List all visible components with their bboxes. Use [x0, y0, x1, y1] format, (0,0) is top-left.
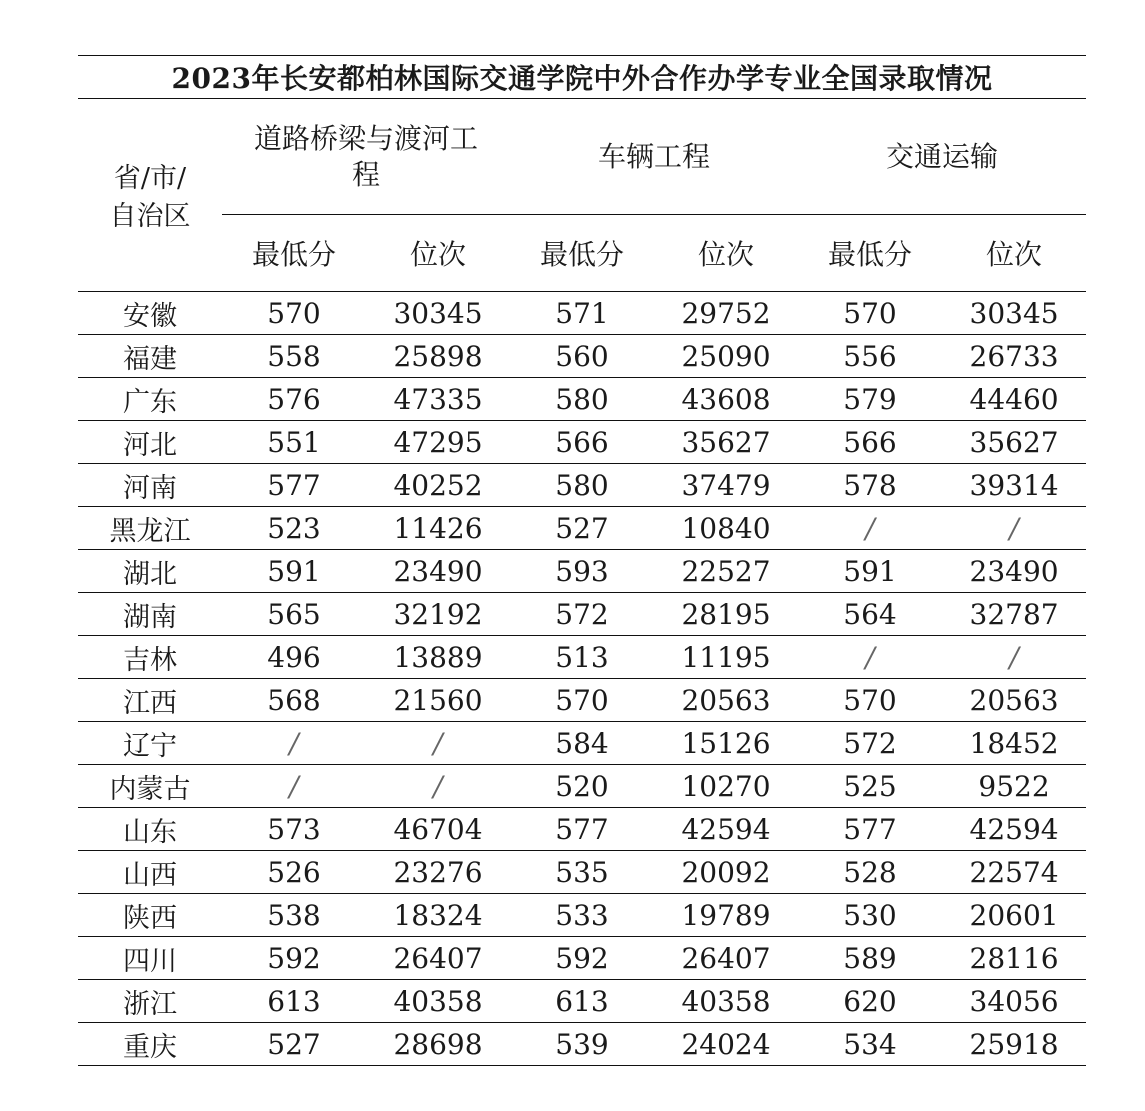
table-body	[78, 292, 1086, 1066]
rank-cell: /	[366, 722, 510, 765]
region-cell: 湖北	[78, 550, 222, 593]
min-score-cell: 570	[798, 292, 942, 335]
table-row	[78, 421, 1086, 464]
table-row	[78, 378, 1086, 421]
rank-cell: 22574	[942, 851, 1086, 894]
rank-cell: /	[942, 507, 1086, 550]
rank-cell: 24024	[654, 1023, 798, 1066]
min-score-cell: 572	[798, 722, 942, 765]
min-score-cell: 572	[510, 593, 654, 636]
region-cell: 吉林	[78, 636, 222, 679]
region-cell: 江西	[78, 679, 222, 722]
region-cell: 河北	[78, 421, 222, 464]
min-score-cell: 530	[798, 894, 942, 937]
min-score-cell: 591	[222, 550, 366, 593]
rank-cell: 28195	[654, 593, 798, 636]
region-column-header	[78, 99, 222, 292]
min-score-cell: 560	[510, 335, 654, 378]
min-score-cell: 578	[798, 464, 942, 507]
table-row	[78, 980, 1086, 1023]
min-score-cell: 570	[798, 679, 942, 722]
rank-cell: 13889	[366, 636, 510, 679]
min-score-cell: 591	[798, 550, 942, 593]
table-row	[78, 464, 1086, 507]
min-score-cell: 538	[222, 894, 366, 937]
min-score-cell: 613	[222, 980, 366, 1023]
table-row	[78, 679, 1086, 722]
subheader-min-score: 最低分	[222, 215, 366, 292]
region-cell: 辽宁	[78, 722, 222, 765]
document-title: 2023年长安都柏林国际交通学院中外合作办学专业全国录取情况	[78, 55, 1086, 99]
region-cell: 陕西	[78, 894, 222, 937]
min-score-cell: 523	[222, 507, 366, 550]
rank-cell: 32192	[366, 593, 510, 636]
rank-cell: 10840	[654, 507, 798, 550]
rank-cell: 25898	[366, 335, 510, 378]
rank-cell: 30345	[366, 292, 510, 335]
min-score-cell: 566	[510, 421, 654, 464]
rank-cell: 30345	[942, 292, 1086, 335]
min-score-cell: 568	[222, 679, 366, 722]
min-score-cell: 577	[510, 808, 654, 851]
min-score-cell: 589	[798, 937, 942, 980]
table-row	[78, 292, 1086, 335]
min-score-cell: 527	[510, 507, 654, 550]
rank-cell: 44460	[942, 378, 1086, 421]
rank-cell: 42594	[654, 808, 798, 851]
rank-cell: 47335	[366, 378, 510, 421]
rank-cell: 35627	[942, 421, 1086, 464]
region-cell: 山西	[78, 851, 222, 894]
rank-cell: 28116	[942, 937, 1086, 980]
rank-cell: 23490	[366, 550, 510, 593]
rank-cell: 26407	[654, 937, 798, 980]
rank-cell: 32787	[942, 593, 1086, 636]
min-score-cell: 579	[798, 378, 942, 421]
rank-cell: /	[942, 636, 1086, 679]
rank-cell: 40252	[366, 464, 510, 507]
table-row	[78, 894, 1086, 937]
rank-cell: 39314	[942, 464, 1086, 507]
table-header	[78, 99, 1086, 292]
min-score-cell: 513	[510, 636, 654, 679]
min-score-cell: 528	[798, 851, 942, 894]
min-score-cell: 573	[222, 808, 366, 851]
min-score-cell: 566	[798, 421, 942, 464]
region-cell: 安徽	[78, 292, 222, 335]
rank-cell: 10270	[654, 765, 798, 808]
admission-table	[78, 99, 1086, 1066]
region-cell: 山东	[78, 808, 222, 851]
rank-cell: 40358	[366, 980, 510, 1023]
region-cell: 四川	[78, 937, 222, 980]
subheader-min-score: 最低分	[798, 215, 942, 292]
min-score-cell: /	[222, 765, 366, 808]
rank-cell: 20092	[654, 851, 798, 894]
min-score-cell: 576	[222, 378, 366, 421]
min-score-cell: 580	[510, 378, 654, 421]
rank-cell: 29752	[654, 292, 798, 335]
region-cell: 广东	[78, 378, 222, 421]
rank-cell: 23276	[366, 851, 510, 894]
min-score-cell: 556	[798, 335, 942, 378]
rank-cell: 35627	[654, 421, 798, 464]
table-row	[78, 507, 1086, 550]
major-header-road-bridge: 道路桥梁与渡河工程	[254, 121, 479, 191]
subheader-rank: 位次	[654, 215, 798, 292]
rank-cell: 20563	[942, 679, 1086, 722]
rank-cell: 28698	[366, 1023, 510, 1066]
min-score-cell: 565	[222, 593, 366, 636]
min-score-cell: 570	[222, 292, 366, 335]
rank-cell: 26407	[366, 937, 510, 980]
rank-cell: 43608	[654, 378, 798, 421]
rank-cell: 11195	[654, 636, 798, 679]
min-score-cell: 620	[798, 980, 942, 1023]
region-cell: 黑龙江	[78, 507, 222, 550]
rank-cell: 22527	[654, 550, 798, 593]
rank-cell: 20563	[654, 679, 798, 722]
min-score-cell: 534	[798, 1023, 942, 1066]
region-cell: 内蒙古	[78, 765, 222, 808]
table-row	[78, 937, 1086, 980]
min-score-cell: 533	[510, 894, 654, 937]
rank-cell: 18324	[366, 894, 510, 937]
min-score-cell: 558	[222, 335, 366, 378]
rank-cell: 11426	[366, 507, 510, 550]
min-score-cell: 571	[510, 292, 654, 335]
min-score-cell: 592	[222, 937, 366, 980]
min-score-cell: 593	[510, 550, 654, 593]
major-header-vehicle: 车辆工程	[598, 139, 711, 173]
min-score-cell: /	[798, 636, 942, 679]
region-cell: 福建	[78, 335, 222, 378]
min-score-cell: 613	[510, 980, 654, 1023]
rank-cell: 19789	[654, 894, 798, 937]
table-row	[78, 593, 1086, 636]
rank-cell: 9522	[942, 765, 1086, 808]
rank-cell: 37479	[654, 464, 798, 507]
region-cell: 湖南	[78, 593, 222, 636]
table-row	[78, 1023, 1086, 1066]
rank-cell: 34056	[942, 980, 1086, 1023]
min-score-cell: 564	[798, 593, 942, 636]
min-score-cell: 520	[510, 765, 654, 808]
rank-cell: /	[366, 765, 510, 808]
table-row	[78, 550, 1086, 593]
region-cell: 重庆	[78, 1023, 222, 1066]
rank-cell: 25090	[654, 335, 798, 378]
min-score-cell: 526	[222, 851, 366, 894]
rank-cell: 21560	[366, 679, 510, 722]
min-score-cell: 496	[222, 636, 366, 679]
table-row	[78, 765, 1086, 808]
min-score-cell: 570	[510, 679, 654, 722]
table-row	[78, 851, 1086, 894]
min-score-cell: 584	[510, 722, 654, 765]
rank-cell: 15126	[654, 722, 798, 765]
rank-cell: 47295	[366, 421, 510, 464]
min-score-cell: 580	[510, 464, 654, 507]
min-score-cell: 535	[510, 851, 654, 894]
region-cell: 河南	[78, 464, 222, 507]
rank-cell: 46704	[366, 808, 510, 851]
subheader-min-score: 最低分	[510, 215, 654, 292]
rank-cell: 20601	[942, 894, 1086, 937]
subheader-rank: 位次	[366, 215, 510, 292]
region-header-line2: 自治区	[109, 201, 191, 232]
rank-cell: 40358	[654, 980, 798, 1023]
min-score-cell: /	[798, 507, 942, 550]
min-score-cell: 592	[510, 937, 654, 980]
min-score-cell: 539	[510, 1023, 654, 1066]
subheader-rank: 位次	[942, 215, 1086, 292]
rank-cell: 25918	[942, 1023, 1086, 1066]
min-score-cell: 577	[222, 464, 366, 507]
region-header-line1: 省/市/	[113, 163, 187, 194]
min-score-cell: 577	[798, 808, 942, 851]
min-score-cell: 525	[798, 765, 942, 808]
rank-cell: 26733	[942, 335, 1086, 378]
min-score-cell: 551	[222, 421, 366, 464]
admission-document	[78, 55, 1086, 1066]
table-row	[78, 722, 1086, 765]
table-row	[78, 335, 1086, 378]
rank-cell: 23490	[942, 550, 1086, 593]
table-row	[78, 808, 1086, 851]
rank-cell: 42594	[942, 808, 1086, 851]
min-score-cell: /	[222, 722, 366, 765]
table-row	[78, 636, 1086, 679]
region-cell: 浙江	[78, 980, 222, 1023]
major-header-transport: 交通运输	[886, 139, 999, 173]
rank-cell: 18452	[942, 722, 1086, 765]
min-score-cell: 527	[222, 1023, 366, 1066]
